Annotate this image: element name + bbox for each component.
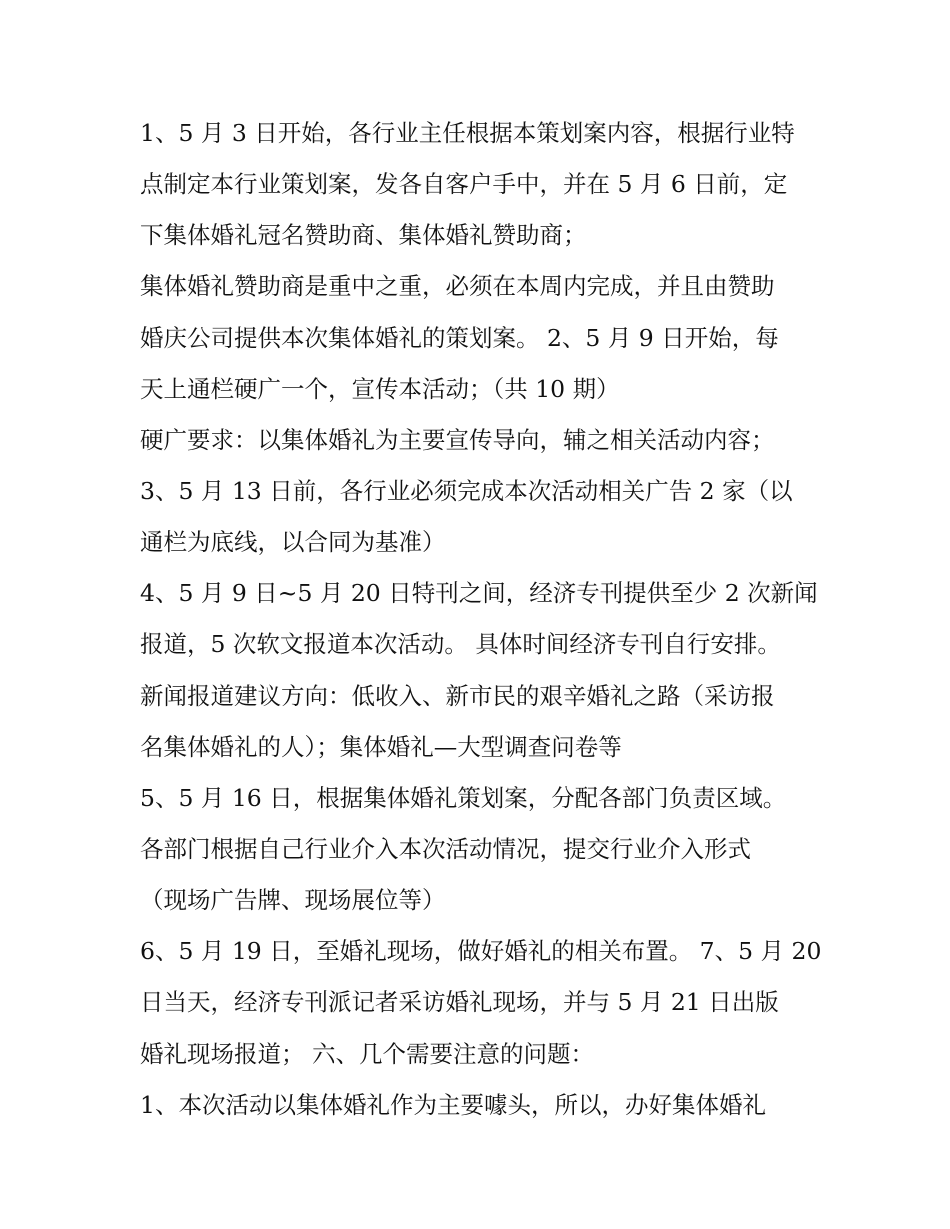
text-line: 点制定本行业策划案，发各自客户手中，并在 5 月 6 日前，定 <box>140 170 788 199</box>
text-line: 硬广要求：以集体婚礼为主要宣传导向，辅之相关活动内容； <box>140 425 775 454</box>
text-line: 下集体婚礼冠名赞助商、集体婚礼赞助商； <box>140 221 587 250</box>
document-body <box>140 108 830 1131</box>
text-line: 婚庆公司提供本次集体婚礼的策划案。 2、5 月 9 日开始，每 <box>140 323 779 352</box>
text-line: 6、5 月 19 日，至婚礼现场，做好婚礼的相关布置。 7、5 月 20 <box>140 937 822 966</box>
text-line: 天上通栏硬广一个，宣传本活动；（共 10 期） <box>140 374 620 403</box>
text-line: 1、5 月 3 日开始，各行业主任根据本策划案内容，根据行业特 <box>140 119 795 147</box>
text-line: 4、5 月 9 日~5 月 20 日特刊之间，经济专刊提供至少 2 次新闻 <box>140 579 818 608</box>
text-line: 5、5 月 16 日，根据集体婚礼策划案，分配各部门负责区域。 <box>140 783 787 812</box>
text-line: 各部门根据自己行业介入本次活动情况，提交行业介入形式 <box>140 834 751 863</box>
text-line: 报道，5 次软文报道本次活动。 具体时间经济专刊自行安排。 <box>140 630 781 659</box>
text-line: （现场广告牌、现场展位等） <box>140 886 446 915</box>
text-line: 名集体婚礼的人）；集体婚礼—大型调查问卷等 <box>140 732 622 761</box>
text-line: 新闻报道建议方向：低收入、新市民的艰辛婚礼之路（采访报 <box>140 681 775 710</box>
text-line: 日当天，经济专刊派记者采访婚礼现场，并与 5 月 21 日出版 <box>140 988 779 1017</box>
text-line: 1、本次活动以集体婚礼作为主要噱头，所以，办好集体婚礼 <box>140 1090 766 1119</box>
text-line: 集体婚礼赞助商是重中之重，必须在本周内完成，并且由赞助 <box>140 272 775 301</box>
text-line: 通栏为底线，以合同为基准） <box>140 528 446 557</box>
text-line: 3、5 月 13 日前，各行业必须完成本次活动相关广告 2 家（以 <box>140 476 793 505</box>
text-line: 婚礼现场报道； 六、几个需要注意的问题： <box>140 1039 594 1068</box>
